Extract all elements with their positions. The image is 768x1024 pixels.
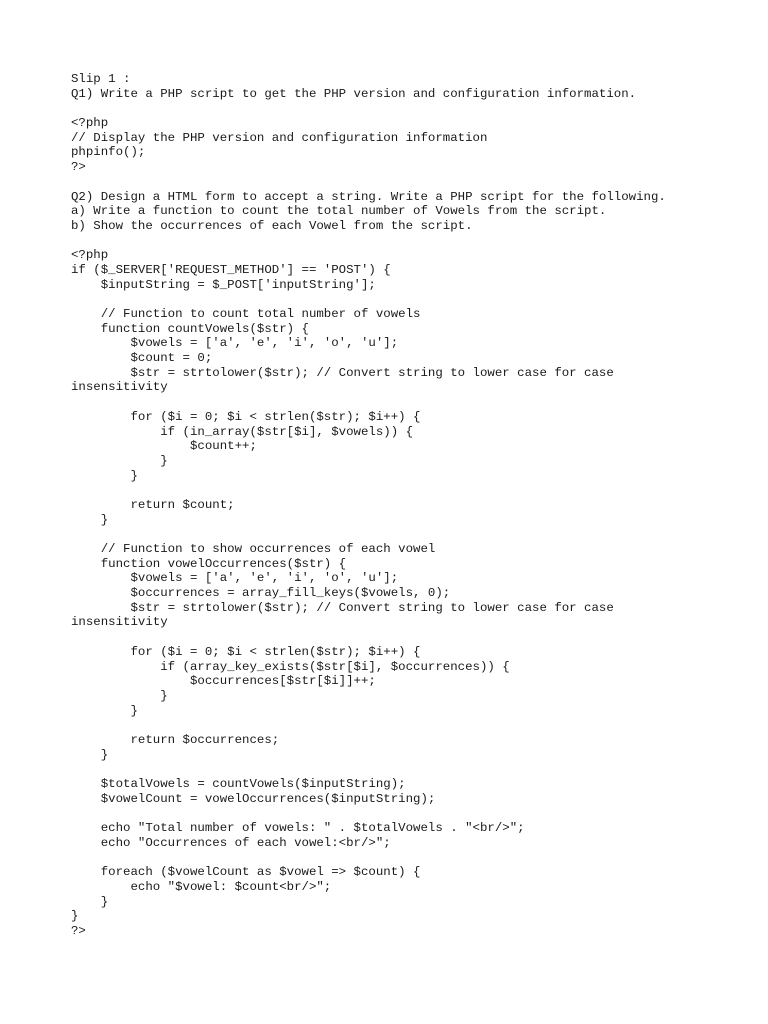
text-line: ?>: [71, 923, 86, 938]
text-line: foreach ($vowelCount as $vowel => $count) {: [71, 865, 421, 880]
text-line: }: [71, 703, 138, 718]
text-line: $totalVowels = countVowels($inputString);: [71, 777, 406, 791]
text-line: $vowels = ['a', 'e', 'i', 'o', 'u'];: [71, 336, 399, 351]
text-line: $inputString = $_POST['inputString'];: [71, 277, 376, 292]
text-line: insensitivity: [71, 615, 168, 630]
text-line: [71, 762, 751, 777]
text-line: // Display the PHP version and configuration information: [71, 130, 488, 145]
text-line: $vowels = ['a', 'e', 'i', 'o', 'u'];: [71, 571, 399, 586]
text-line: $str = strtolower($str); // Convert string to lower case for case: [71, 600, 614, 615]
text-line: $count = 0;: [71, 351, 213, 366]
text-line: [71, 101, 751, 116]
text-line: }: [71, 909, 79, 924]
text-line: b) Show the occurrences of each Vowel from the script.: [71, 218, 473, 233]
text-line: [71, 483, 751, 498]
text-line: if ($_SERVER['REQUEST_METHOD'] == 'POST') {: [71, 262, 391, 277]
text-line: function countVowels($str) {: [71, 321, 309, 336]
text-line: for ($i = 0; $i < strlen($str); $i++) {: [71, 409, 421, 424]
text-line: [71, 175, 751, 190]
text-line: <?php: [71, 248, 109, 263]
text-line: $str = strtolower($str); // Convert string to lower case for case: [71, 365, 614, 380]
text-line: $vowelCount = vowelOccurrences($inputString);: [71, 791, 436, 806]
text-line: <?php: [71, 116, 109, 131]
text-line: [71, 850, 751, 865]
text-line: }: [71, 688, 168, 703]
document-body: [71, 72, 751, 939]
text-line: [71, 718, 751, 733]
text-line: [71, 806, 751, 821]
text-line: [71, 234, 751, 249]
text-line: [71, 527, 751, 542]
text-line: // Function to count total number of vowels: [71, 307, 421, 321]
text-line: echo "Occurrences of each vowel:<br/>";: [71, 835, 391, 850]
text-line: }: [71, 453, 168, 468]
text-line: $occurrences[$str[$i]]++;: [71, 674, 376, 689]
text-line: for ($i = 0; $i < strlen($str); $i++) {: [71, 644, 421, 659]
text-line: }: [71, 894, 109, 909]
text-line: Q2) Design a HTML form to accept a string. Write a PHP script for the following.: [71, 189, 666, 204]
text-line: phpinfo();: [71, 145, 146, 160]
text-line: }: [71, 512, 109, 527]
text-line: echo "Total number of vowels: " . $totalVowels . "<br/>";: [71, 821, 525, 836]
text-line: a) Write a function to count the total number of Vowels from the script.: [71, 204, 607, 219]
text-line: ?>: [71, 160, 86, 175]
text-line: // Function to show occurrences of each vowel: [71, 542, 436, 556]
text-line: if (array_key_exists($str[$i], $occurrences)) {: [71, 659, 510, 674]
text-line: insensitivity: [71, 380, 168, 395]
text-line: function vowelOccurrences($str) {: [71, 556, 347, 571]
text-line: if (in_array($str[$i], $vowels)) {: [71, 424, 414, 439]
text-line: [71, 395, 751, 410]
text-line: [71, 292, 751, 307]
text-line: return $count;: [71, 497, 235, 512]
text-line: }: [71, 747, 109, 762]
text-line: [71, 630, 751, 645]
text-line: return $occurrences;: [71, 732, 280, 747]
text-line: $occurrences = array_fill_keys($vowels, 0);: [71, 586, 451, 601]
text-line: Q1) Write a PHP script to get the PHP version and configuration information.: [71, 86, 637, 101]
text-line: Slip 1 :: [71, 72, 131, 86]
text-line: }: [71, 468, 138, 483]
text-line: echo "$vowel: $count<br/>";: [71, 879, 332, 894]
text-line: $count++;: [71, 439, 257, 454]
